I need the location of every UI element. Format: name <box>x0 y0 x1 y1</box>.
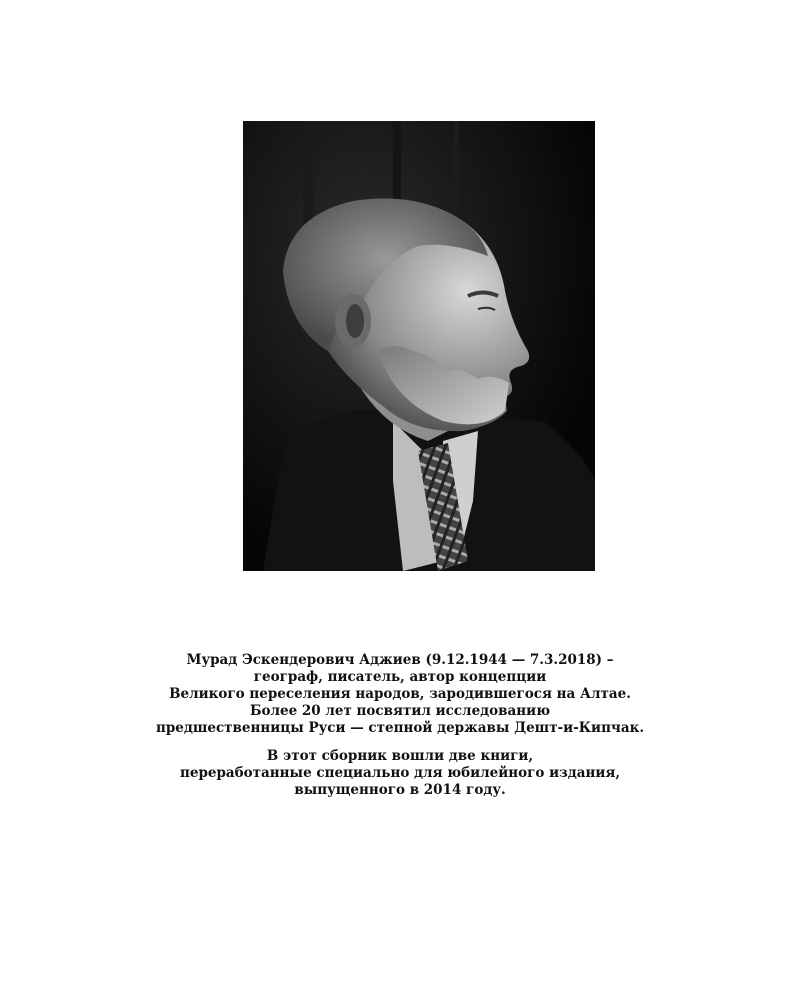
caption-line: Великого переселения народов, зародившегося на Алтае. <box>169 686 631 702</box>
caption-line: выпущенного в 2014 году. <box>294 782 506 798</box>
caption-line: переработанные специально для юбилейного издания, <box>179 765 621 781</box>
caption-paragraph-edition <box>100 748 700 799</box>
portrait-caption <box>100 652 700 799</box>
caption-line: географ, писатель, автор концепции <box>253 669 547 685</box>
caption-line: Мурад Эскендерович Аджиев (9.12.1944 — 7.3.2018) – <box>186 652 614 668</box>
author-portrait-image <box>243 121 595 571</box>
caption-line: предшественницы Руси — степной державы Дешт-и-Кипчак. <box>155 720 645 736</box>
caption-line: Более 20 лет посвятил исследованию <box>249 703 551 719</box>
caption-line: В этот сборник вошли две книги, <box>266 748 534 764</box>
caption-paragraph-biography <box>100 652 700 737</box>
author-portrait-photo <box>243 121 595 571</box>
